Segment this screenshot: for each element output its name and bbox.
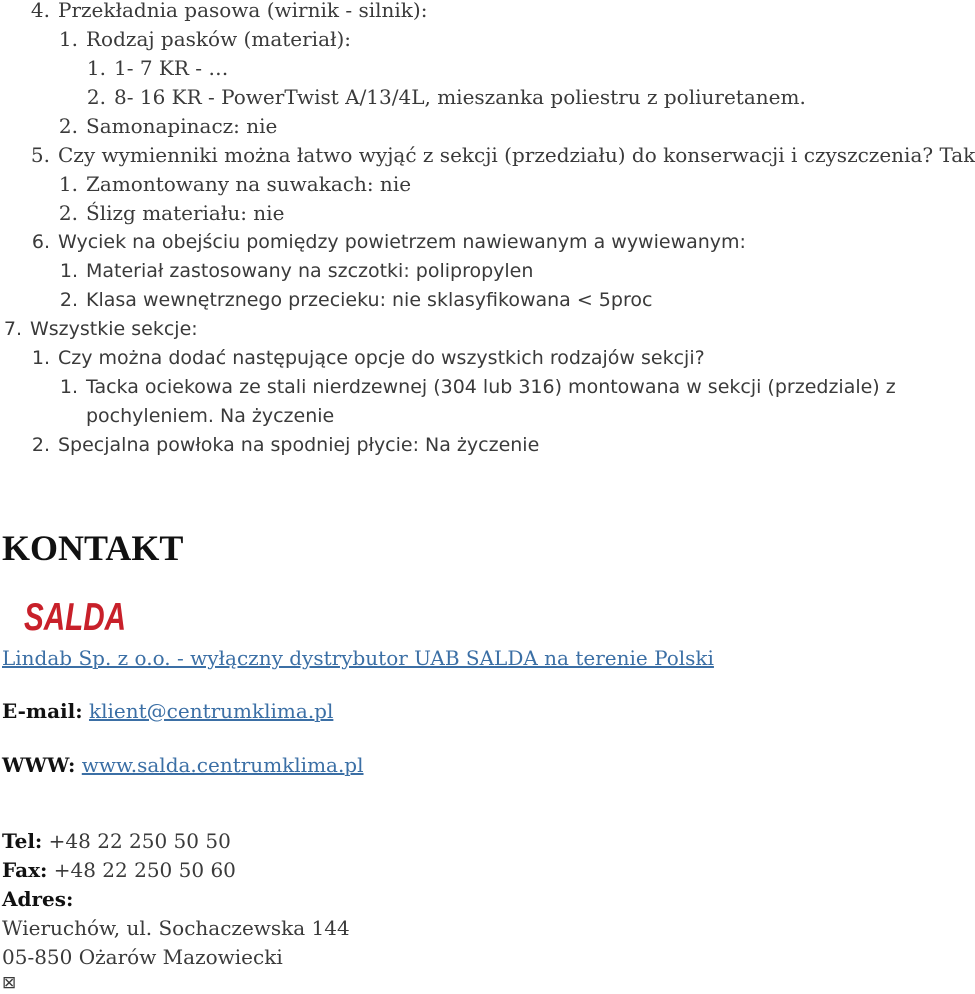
fax-value: +48 22 250 50 60 <box>53 858 236 882</box>
distributor-line <box>2 644 714 673</box>
contact-heading: KONTAKT <box>2 528 184 568</box>
email-row <box>2 697 333 726</box>
www-label: WWW: <box>2 753 76 777</box>
www-row <box>2 751 364 780</box>
email-link[interactable]: klient@centrumklima.pl <box>88 699 334 723</box>
salda-logo <box>24 597 128 640</box>
email-label: E-mail: <box>2 699 83 723</box>
svg-text:SALDA: SALDA <box>24 596 126 639</box>
www-link[interactable]: www.salda.centrumklima.pl <box>81 753 364 777</box>
salda-logo-mark <box>24 596 128 639</box>
address-line-2: 05-850 Ożarów Mazowiecki <box>2 945 283 969</box>
tel-row <box>2 827 231 856</box>
distributor-link[interactable]: Lindab Sp. z o.o. - wyłączny dystrybutor UAB SALDA na terenie Polski <box>2 646 714 670</box>
fax-label: Fax: <box>2 858 48 882</box>
address-label-row <box>2 885 73 914</box>
tel-value: +48 22 250 50 50 <box>48 829 231 853</box>
tel-label: Tel: <box>2 829 43 853</box>
address-label: Adres: <box>2 887 74 911</box>
envelope-icon: ⊠ <box>2 973 17 993</box>
fax-row <box>2 856 236 885</box>
address-line-1: Wieruchów, ul. Sochaczewska 144 <box>2 916 350 940</box>
